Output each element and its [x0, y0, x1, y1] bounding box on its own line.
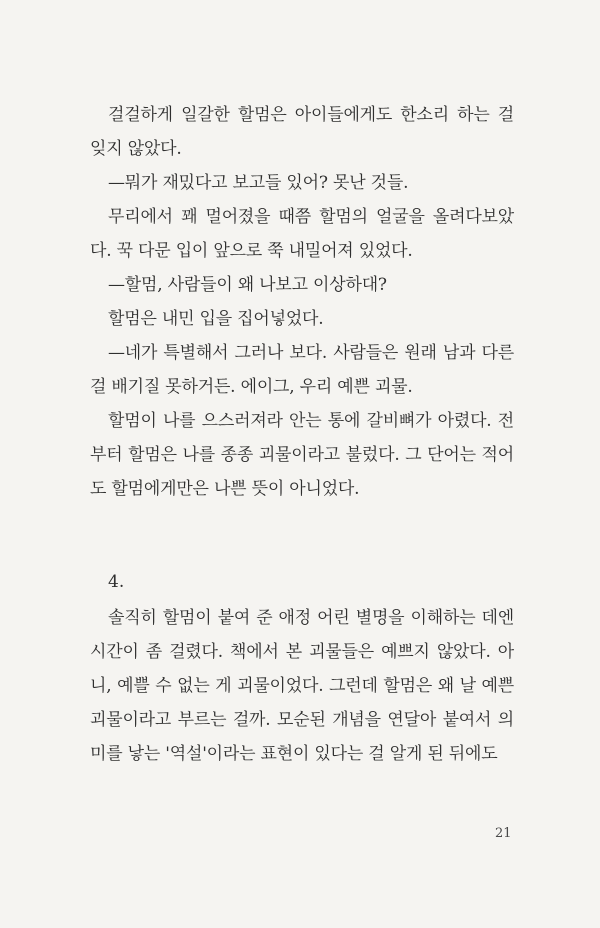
dialogue-line: —할멈, 사람들이 왜 나보고 이상하대? — [108, 275, 387, 295]
text-block-top — [90, 98, 514, 506]
paragraph: 솔직히 할멈이 붙여 준 애정 어린 별명을 이해하는 데엔 시간이 좀 걸렸다. 책에서 본 괴물들은 예쁘지 않았다. 아니, 예쁠 수 없는 게 괴물이었다. 그런데 할멈은 왜 날 예쁜 괴물이라고 부르는 걸까. 모순된 개념을 연달아 붙여서 의미를 낳는 '역설'이라는 표현이 있다는 걸 알게 된 뒤에도 — [90, 608, 514, 764]
paragraph: 할멈이 나를 으스러져라 안는 통에 갈비뼈가 아렸다. 전부터 할멈은 나를 종종 괴물이라고 불렀다. 그 단어는 적어도 할멈에게만은 나쁜 뜻이 아니었다. — [90, 411, 514, 499]
paragraph: 걸걸하게 일갈한 할멈은 아이들에게도 한소리 하는 걸 잊지 않았다. — [90, 105, 514, 159]
paragraph: 할멈은 내민 입을 집어넣었다. — [108, 309, 324, 329]
page-number: 21 — [495, 826, 512, 841]
dialogue-line: —네가 특별해서 그러나 보다. 사람들은 원래 남과 다른 걸 배기질 못하거든. 에이그, 우리 예쁜 괴물. — [90, 343, 514, 397]
section-number: 4. — [108, 572, 125, 592]
paragraph: 무리에서 꽤 멀어졌을 때쯤 할멈의 얼굴을 올려다보았다. 꾹 다문 입이 앞으로 쭉 내밀어져 있었다. — [90, 207, 514, 261]
dialogue-line: —뭐가 재밌다고 보고들 있어? 못난 것들. — [108, 173, 409, 193]
text-block-bottom — [90, 601, 514, 771]
